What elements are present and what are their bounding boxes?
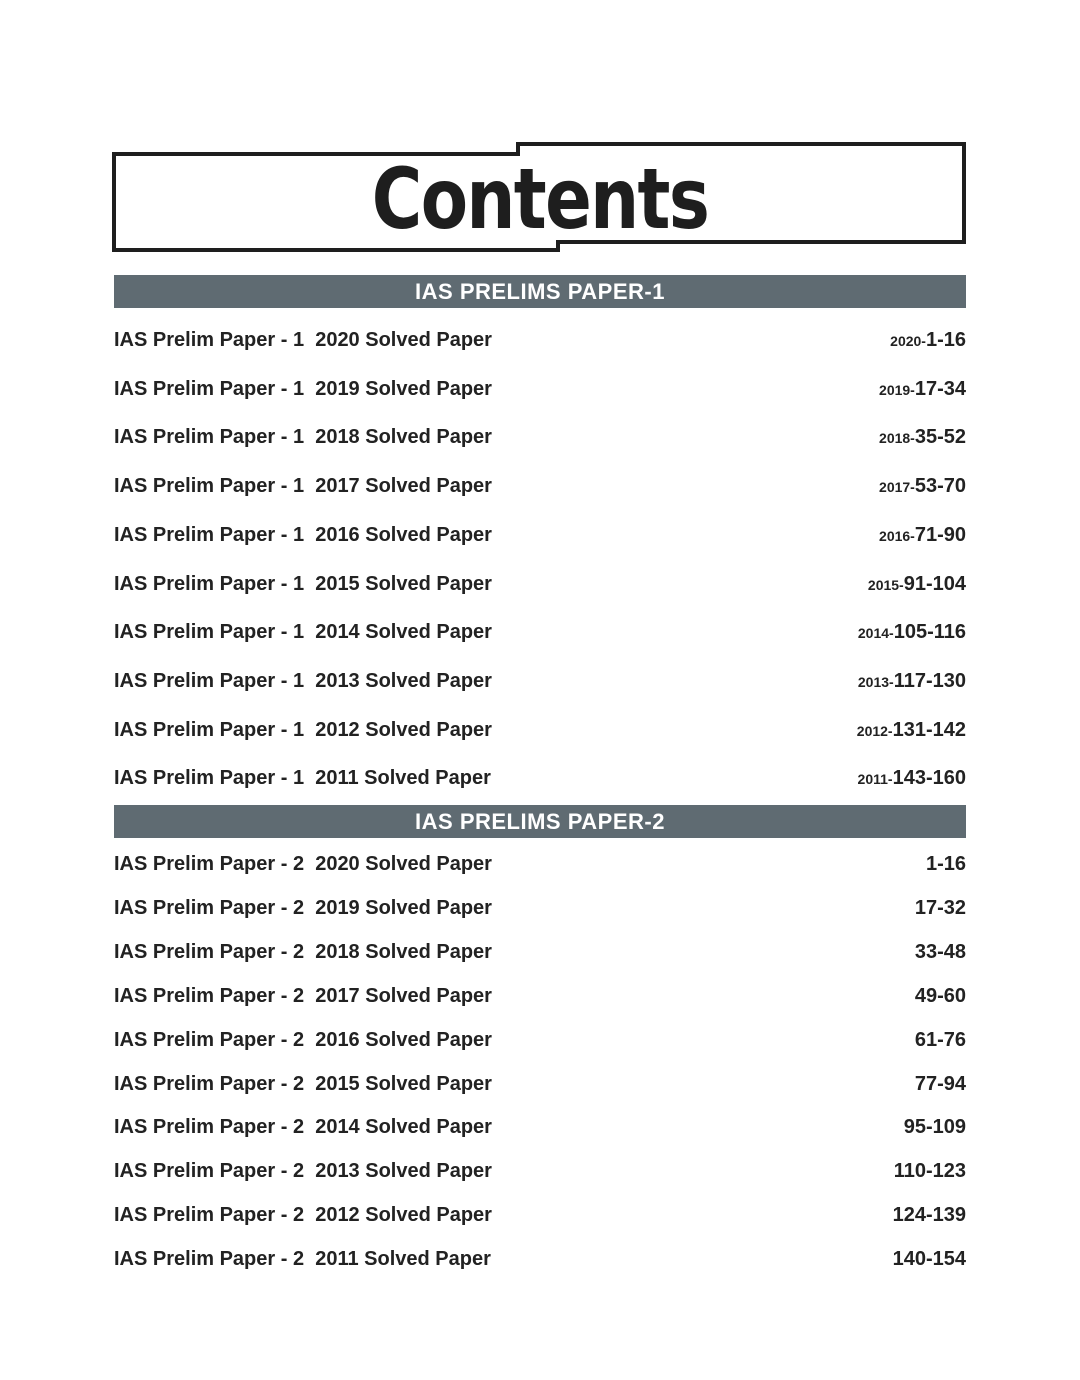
toc-entry-title: IAS Prelim Paper - 1 2011 Solved Paper <box>114 767 491 790</box>
toc-entry-title: IAS Prelim Paper - 2 2013 Solved Paper <box>114 1160 492 1183</box>
toc-entry <box>114 1244 966 1274</box>
toc-entry <box>114 937 966 967</box>
toc-entry-year-prefix: 2011- <box>857 771 893 788</box>
toc-entry-page-range: 1-16 <box>925 853 966 875</box>
toc-entry-year-prefix: 2014- <box>857 625 894 642</box>
toc-entry-pages <box>915 1069 966 1099</box>
toc-entry-title: IAS Prelim Paper - 1 2012 Solved Paper <box>114 718 492 741</box>
toc-entry-page-range: 140-154 <box>892 1248 966 1271</box>
toc-entry-title: IAS Prelim Paper - 2 2014 Solved Paper <box>114 1116 492 1139</box>
toc-entry <box>114 981 966 1011</box>
toc-entry-page-range: 35-52 <box>914 426 966 449</box>
toc-entry-page-range: 17-34 <box>914 377 966 400</box>
toc-entry-pages <box>879 520 966 551</box>
toc-entry-year-prefix: 2019- <box>879 381 915 398</box>
toc-entry-page-range: 131-142 <box>892 718 966 741</box>
toc-entry-title: IAS Prelim Paper - 2 2019 Solved Paper <box>114 896 492 919</box>
toc-entry-year-prefix: 2016- <box>879 527 915 544</box>
toc-entry-title: IAS Prelim Paper - 2 2015 Solved Paper <box>114 1072 492 1095</box>
toc-entry-title: IAS Prelim Paper - 1 2018 Solved Paper <box>114 426 492 449</box>
toc-entry-pages <box>926 849 966 879</box>
toc-entry-pages <box>879 422 966 453</box>
toc-entry-pages <box>893 1200 966 1230</box>
toc-entry <box>114 1025 966 1055</box>
toc-entry-page-range: 95-109 <box>903 1116 966 1139</box>
toc-entry-title: IAS Prelim Paper - 2 2017 Solved Paper <box>114 984 492 1007</box>
toc-entry <box>114 520 966 550</box>
toc-entry-pages <box>857 715 966 746</box>
toc-entry <box>114 1069 966 1099</box>
toc-entry <box>114 1112 966 1142</box>
toc-entry-pages <box>915 1025 966 1055</box>
toc-entry <box>114 666 966 696</box>
toc-entry <box>114 893 966 923</box>
toc-entry-page-range: 71-90 <box>914 523 966 546</box>
toc-entry-title: IAS Prelim Paper - 1 2014 Solved Paper <box>114 621 492 644</box>
toc-entry-pages <box>915 893 966 923</box>
toc-entry-page-range: 53-70 <box>914 475 966 498</box>
toc-entry-page-range: 33-48 <box>914 940 966 963</box>
toc-entry-page-range: 17-32 <box>914 896 966 919</box>
toc-entry <box>114 849 966 879</box>
toc-entry-page-range: 49-60 <box>914 984 966 1007</box>
section-heading-paper-2: IAS PRELIMS PAPER-2 <box>114 805 966 838</box>
toc-entry-year-prefix: 2020- <box>890 333 926 349</box>
toc-entry-page-range: 124-139 <box>892 1204 966 1227</box>
toc-entry-page-range: 110-123 <box>893 1160 966 1183</box>
toc-entry-pages <box>890 325 966 356</box>
section-heading-paper-1: IAS PRELIMS PAPER-1 <box>114 275 966 308</box>
toc-entry-title: IAS Prelim Paper - 1 2019 Solved Paper <box>114 377 492 400</box>
toc-entry-pages <box>858 763 966 794</box>
toc-entry-page-range: 61-76 <box>914 1028 966 1051</box>
toc-entry-pages <box>894 1156 966 1186</box>
toc-entry-title: IAS Prelim Paper - 1 2013 Solved Paper <box>114 669 492 692</box>
toc-entry-year-prefix: 2017- <box>879 479 915 496</box>
toc-entry <box>114 569 966 599</box>
toc-entry <box>114 471 966 501</box>
toc-entry-pages <box>915 981 966 1011</box>
toc-entry <box>114 1156 966 1186</box>
toc-entry <box>114 1200 966 1230</box>
toc-entry-title: IAS Prelim Paper - 2 2020 Solved Paper <box>114 853 492 875</box>
toc-entry-title: IAS Prelim Paper - 1 2020 Solved Paper <box>114 329 492 351</box>
toc-entry-title: IAS Prelim Paper - 1 2016 Solved Paper <box>114 523 492 546</box>
toc-entry-pages <box>879 374 966 405</box>
toc-entry-page-range: 105-116 <box>893 621 966 644</box>
toc-entry <box>114 617 966 647</box>
toc-entry-pages <box>868 569 966 600</box>
toc-entry-title: IAS Prelim Paper - 2 2016 Solved Paper <box>114 1028 492 1051</box>
toc-entry <box>114 325 966 355</box>
page-title: Contents <box>371 150 709 248</box>
toc-entry-year-prefix: 2018- <box>879 430 915 447</box>
toc-entry-page-range: 91-104 <box>903 572 966 595</box>
toc-entry <box>114 374 966 404</box>
toc-entry <box>114 422 966 452</box>
toc-entry-page-range: 143-160 <box>892 767 966 790</box>
toc-entry-pages <box>858 617 966 648</box>
toc-entry-pages <box>893 1244 966 1274</box>
toc-entry-pages <box>879 471 966 502</box>
toc-entry-title: IAS Prelim Paper - 1 2015 Solved Paper <box>114 572 492 595</box>
toc-entry-page-range: 1-16 <box>925 329 966 351</box>
toc-entry-title: IAS Prelim Paper - 2 2012 Solved Paper <box>114 1204 492 1227</box>
toc-entry-page-range: 77-94 <box>914 1072 966 1095</box>
toc-entry-page-range: 117-130 <box>893 669 966 692</box>
toc-entry-year-prefix: 2012- <box>856 722 893 739</box>
toc-entry <box>114 715 966 745</box>
toc-entry-title: IAS Prelim Paper - 2 2018 Solved Paper <box>114 940 492 963</box>
toc-entry-year-prefix: 2015- <box>867 576 904 593</box>
toc-entry-title: IAS Prelim Paper - 2 2011 Solved Paper <box>114 1248 491 1271</box>
contents-title-box <box>112 142 968 254</box>
toc-entry-year-prefix: 2013- <box>857 673 894 690</box>
toc-entry-pages <box>904 1112 966 1142</box>
toc-entry-pages <box>915 937 966 967</box>
toc-entry-pages <box>858 666 966 697</box>
toc-entry <box>114 763 966 793</box>
toc-entry-title: IAS Prelim Paper - 1 2017 Solved Paper <box>114 475 492 498</box>
